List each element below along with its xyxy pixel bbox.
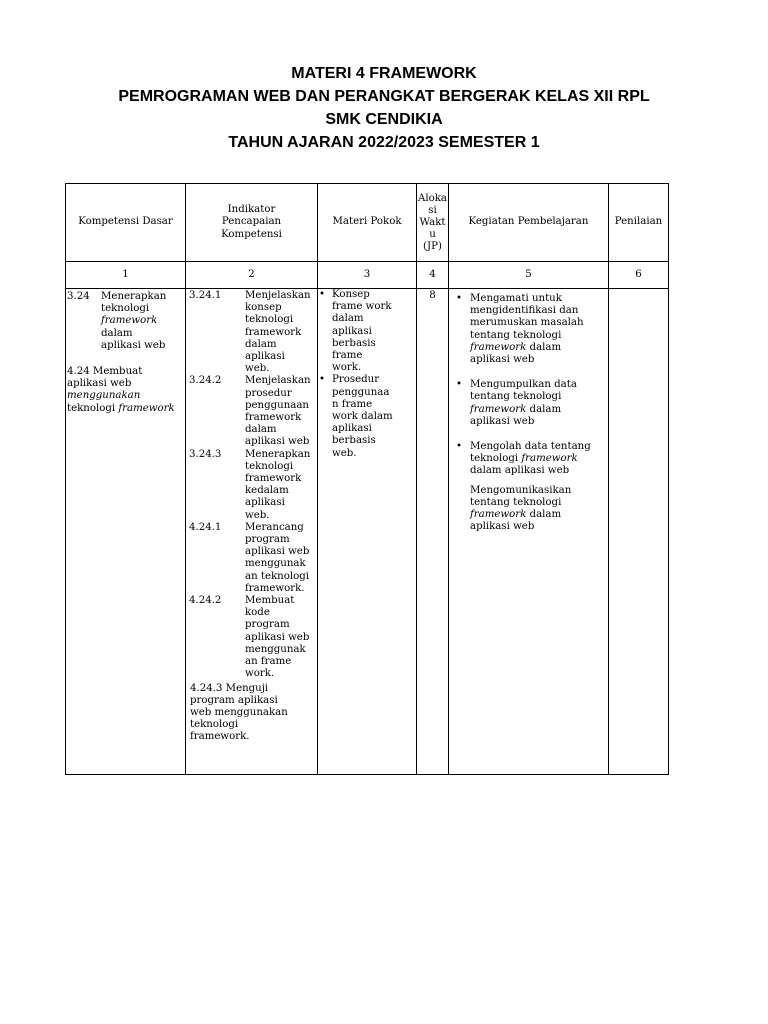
curriculum-table	[65, 183, 669, 775]
alokasi-waktu-cell: 8	[417, 289, 449, 775]
col-number: 4	[417, 262, 449, 289]
col-header-indikator: Indikator Pencapaian Kompetensi	[186, 184, 318, 262]
indikator-list	[189, 290, 317, 681]
col-header-kegiatan: Kegiatan Pembelajaran	[449, 184, 609, 262]
indikator-item: 3.24.2 Menjelaskan prosedur penggunaan framework dalam aplikasi web	[189, 375, 311, 448]
indikator-cell	[186, 289, 318, 775]
materi-item: • Prosedur penggunaa n frame work dalam aplikasi berbasis web.	[319, 374, 393, 459]
doc-school: SMK CENDIKIA	[325, 111, 443, 128]
col-number: 5	[449, 262, 609, 289]
indikator-item: 3.24.1 Menjelaskan konsep teknologi framework dalam aplikasi web.	[189, 290, 311, 375]
col-number: 2	[186, 262, 318, 289]
indikator-item: 4.24.1 Merancang program aplikasi web menggunak an teknologi framework.	[189, 521, 310, 594]
doc-title: MATERI 4 FRAMEWORK	[291, 65, 477, 82]
col-header-kd: Kompetensi Dasar	[66, 184, 186, 262]
doc-academic-year: TAHUN AJARAN 2022/2023 SEMESTER 1	[228, 134, 540, 151]
penilaian-cell	[609, 289, 669, 775]
materi-item: • Konsep frame work dalam aplikasi berbasis frame work.	[319, 289, 392, 374]
indikator-item: 3.24.3 Menerapkan teknologi framework kedalam aplikasi web.	[189, 448, 311, 521]
col-number: 3	[318, 262, 417, 289]
kegiatan-item: • Mengolah data tentang teknologi framework dalam aplikasi web	[455, 441, 591, 477]
indikator-item-last: 4.24.3 Menguji program aplikasi web menggunakan teknologi framework.	[190, 682, 288, 743]
kegiatan-item: • Mengamati untuk mengidentifikasi dan merumuskan masalah tentang teknologi framework dalam aplikasi web	[455, 293, 584, 366]
col-number: 6	[609, 262, 669, 289]
doc-subject: PEMROGRAMAN WEB DAN PERANGKAT BERGERAK KELAS XII RPL	[118, 88, 650, 105]
col-number: 1	[66, 262, 186, 289]
document-header	[0, 62, 768, 154]
materi-pokok-cell	[318, 289, 417, 775]
table-header-row	[66, 184, 669, 262]
kegiatan-cell	[449, 289, 609, 775]
col-header-alokasi: Aloka si Wakt u (JP)	[417, 184, 449, 262]
kompetensi-dasar-cell: 3.24 Menerapkan teknologi framework dalam aplikasi web 4.24 Membuat aplikasi web menggunakan teknologi framework	[66, 289, 186, 775]
table-content-row	[66, 289, 669, 775]
indikator-item: 4.24.2 Membuat kode program aplikasi web menggunak an frame work.	[189, 595, 310, 680]
kegiatan-item-unbulleted: Mengomunikasikan tentang teknologi framework dalam aplikasi web	[470, 484, 572, 533]
col-header-penilaian: Penilaian	[609, 184, 669, 262]
materi-list	[318, 289, 416, 460]
kegiatan-item: • Mengumpulkan data tentang teknologi framework dalam aplikasi web	[455, 379, 577, 427]
col-header-materi: Materi Pokok	[318, 184, 417, 262]
column-number-row	[66, 262, 669, 289]
